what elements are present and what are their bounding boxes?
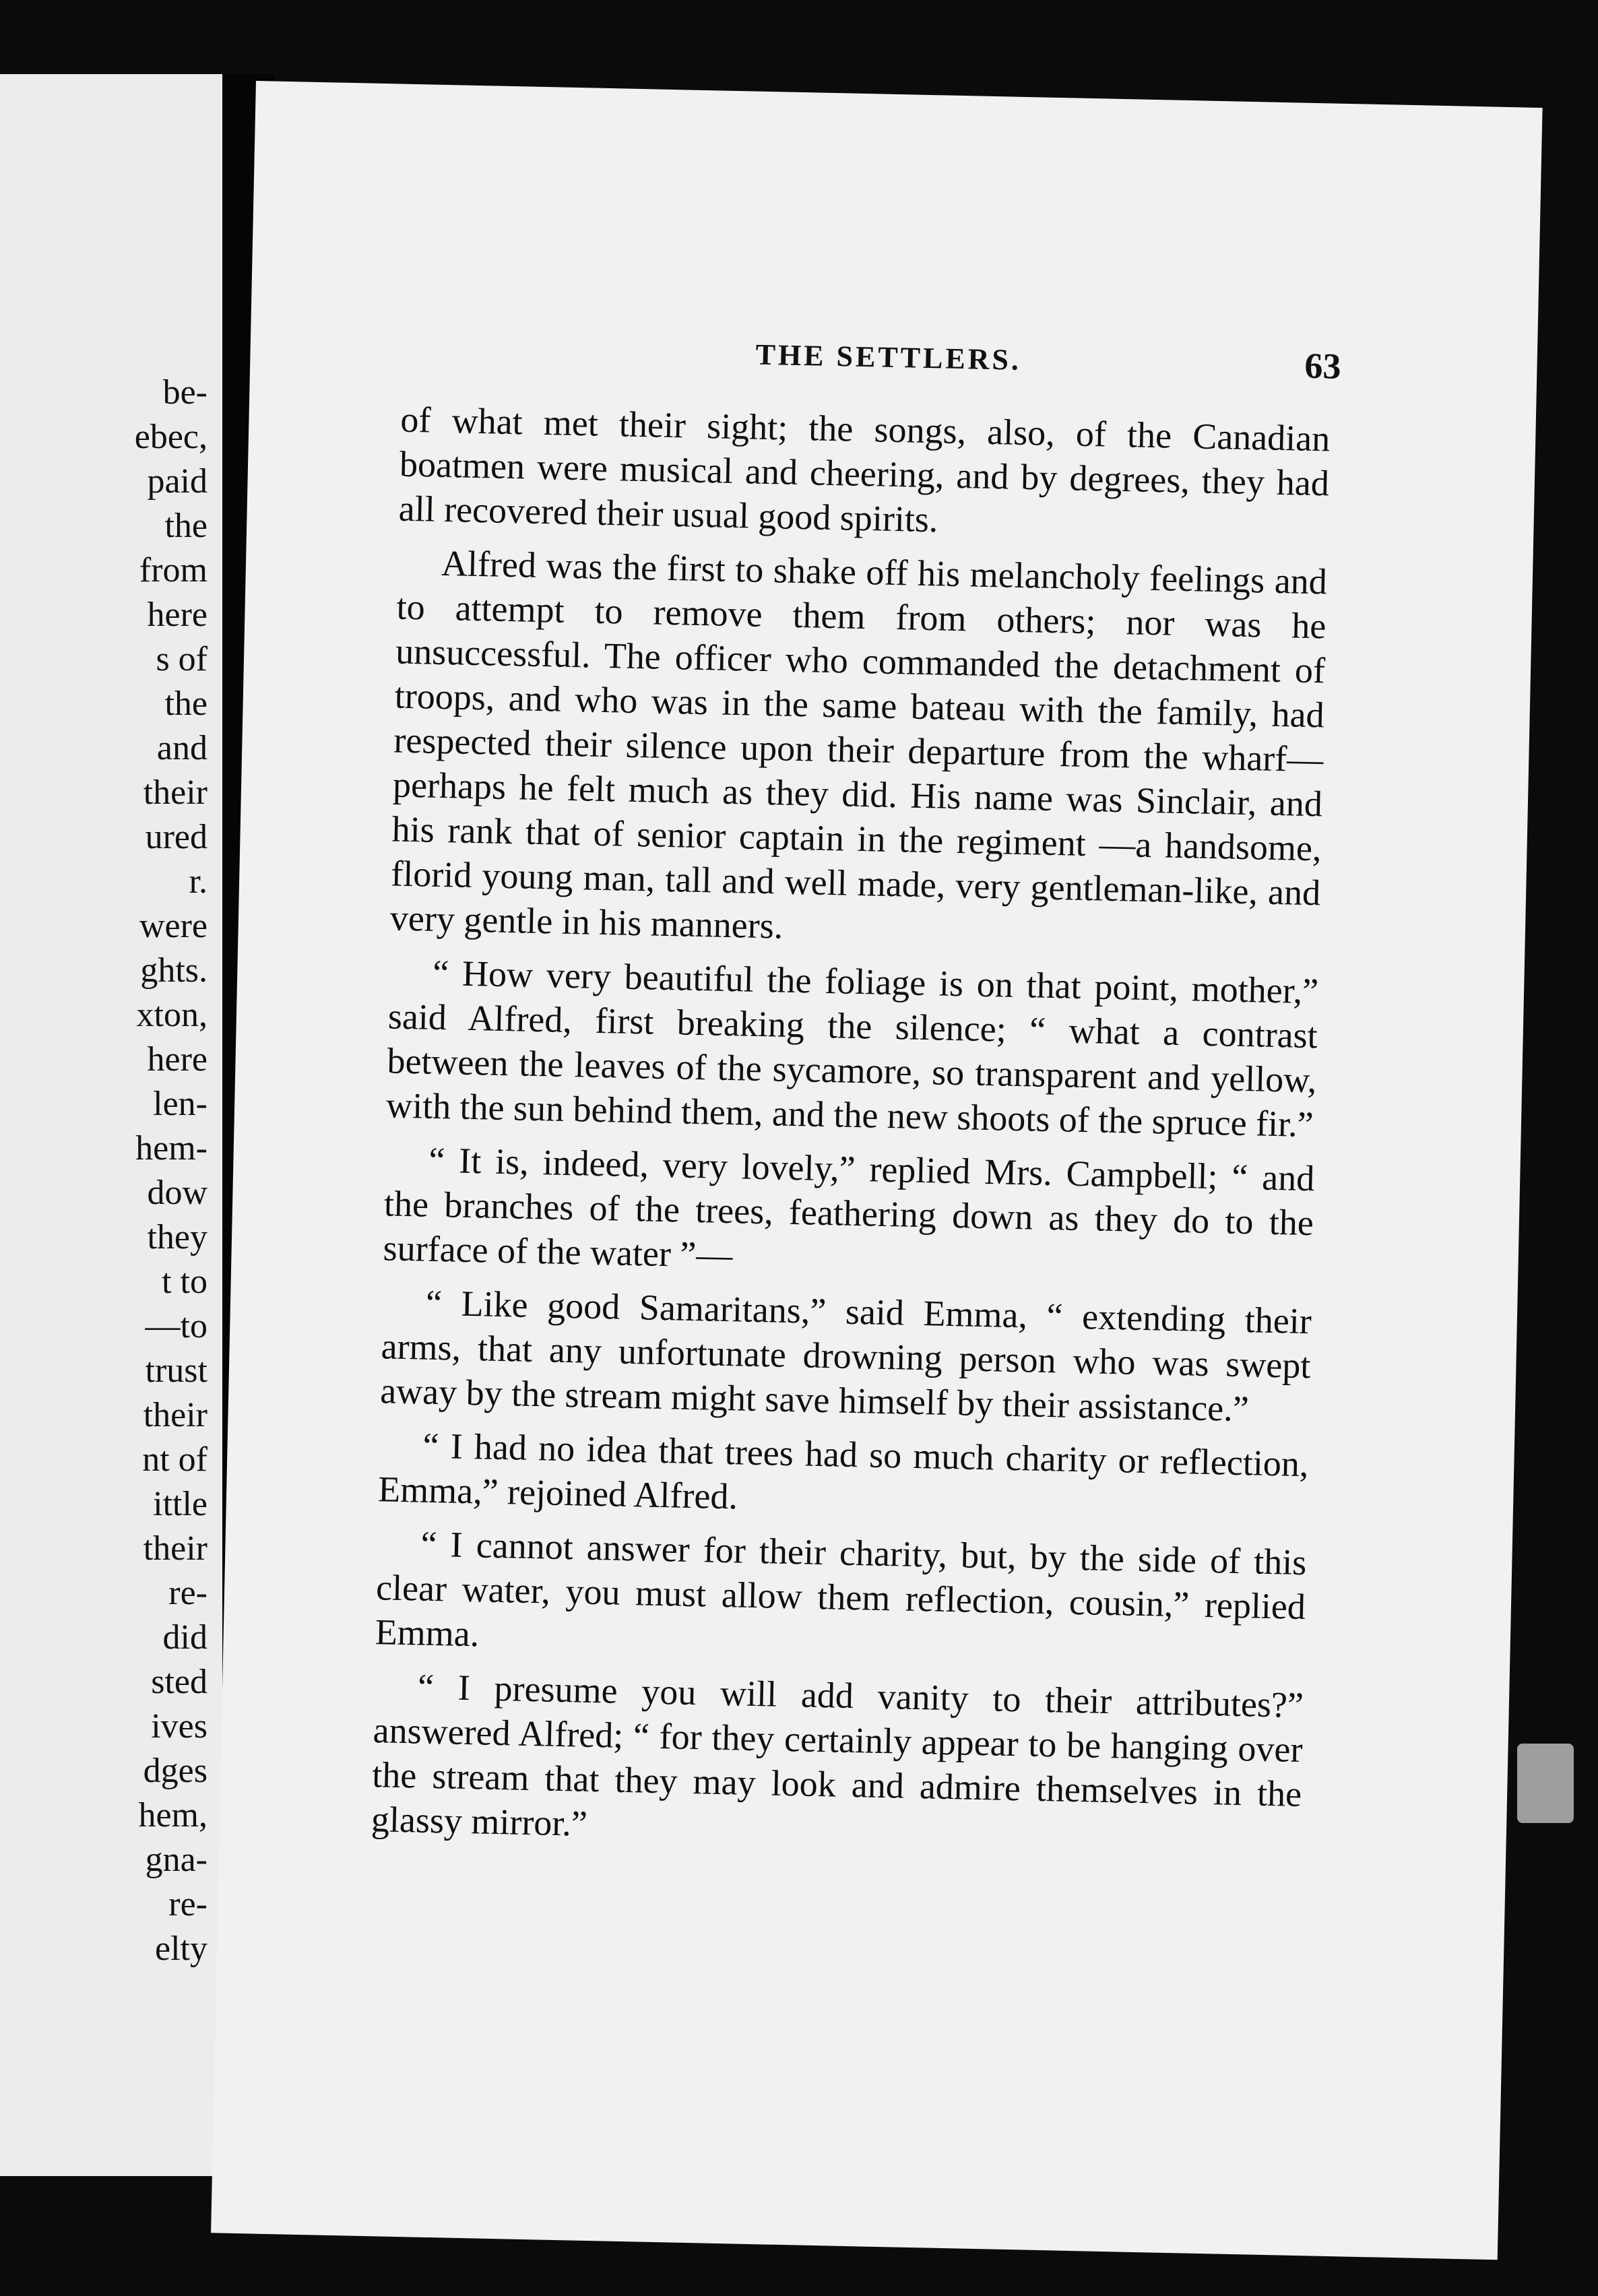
previous-page-line: len-	[153, 1085, 207, 1123]
previous-page-line: —to	[145, 1307, 207, 1345]
paragraph: “ I presume you will add vanity to their attributes?” answered Alfred; “ for they certainly appear to be hanging over the stream that they may look and admire themselves in the glassy mirror.”	[371, 1666, 1304, 1844]
previous-page-line: hem-	[135, 1129, 207, 1168]
previous-page-line: did	[162, 1618, 207, 1657]
book-page	[211, 81, 1542, 2260]
previous-page-line: xton,	[136, 996, 207, 1034]
previous-page-line: dow	[147, 1174, 207, 1212]
previous-page-line: dges	[143, 1752, 207, 1790]
body-text	[371, 397, 1331, 1870]
previous-page-line: ittle	[153, 1485, 207, 1523]
page-header	[250, 327, 1537, 401]
previous-page-line: be-	[162, 373, 207, 412]
previous-page-line: t to	[162, 1263, 207, 1301]
previous-page-line: paid	[147, 462, 207, 501]
previous-page-line: the	[164, 507, 207, 545]
library-stamp	[1517, 1744, 1574, 1823]
paragraph: “ I had no idea that trees had so much charity or reflection, Emma,” rejoined Alfred.	[377, 1425, 1309, 1517]
previous-page-fragment	[0, 74, 222, 2176]
previous-page-line: the	[164, 684, 207, 723]
previous-page-line: here	[147, 596, 207, 634]
previous-page-line: re-	[168, 1574, 207, 1612]
paragraph: Alfred was the first to shake off his melancholy feelings and to attempt to remove them from others; nor was he unsuccessful. The officer who commanded the detachment of troops, and who was in the same bateau with the family, had respected their silence upon their departure from the wharf—perhaps he felt much as they did. His name was Sinclair, and his rank that of senior captain in the regiment —a handsome, florid young man, tall and well made, very gentleman-like, and very gentle in his manners.	[389, 542, 1328, 947]
previous-page-line: s of	[156, 640, 207, 678]
previous-page-line: trust	[145, 1351, 207, 1390]
paragraph: “ How very beautiful the foliage is on that point, mother,” said Alfred, first breaking the silence; “ what a contrast between the leaves of the sycamore, so transparent and yellow, with the sun behind them, and the new shoots of the spruce fir.”	[385, 952, 1319, 1145]
previous-page-line: ghts.	[140, 951, 207, 990]
paragraph: “ It is, indeed, very lovely,” replied Mrs. Campbell; “ and the branches of the trees, feathering down as they do to the surface of the water ”—	[383, 1139, 1315, 1276]
previous-page-line: sted	[151, 1663, 207, 1701]
previous-page-line: elty	[155, 1930, 207, 1968]
previous-page-line: their	[143, 773, 207, 812]
paragraph: “ Like good Samaritans,” said Emma, “ extending their arms, that any unfortunate drowning person who was swept away by the stream might save himself by their assistance.”	[379, 1282, 1312, 1430]
paragraph: “ I cannot answer for their charity, but, by the side of this clear water, you must allow them reflection, cousin,” replied Emma.	[375, 1523, 1307, 1655]
previous-page-line: nt of	[142, 1440, 207, 1479]
previous-page-line: hem,	[138, 1796, 207, 1835]
previous-page-line: ives	[151, 1707, 207, 1746]
previous-page-line: ured	[145, 818, 207, 856]
previous-page-line: from	[139, 551, 207, 589]
previous-page-line: gna-	[145, 1841, 207, 1879]
previous-page-line: they	[147, 1218, 207, 1256]
previous-page-line: r.	[189, 862, 207, 901]
previous-page-line: ebec,	[134, 418, 207, 456]
page-number: 63	[1304, 345, 1342, 387]
paragraph: of what met their sight; the songs, also, of the Canadian boatmen were musical and cheering, and by degrees, they had all recovered their usual good spirits.	[398, 399, 1331, 540]
previous-page-line: were	[139, 907, 207, 945]
previous-page-line: their	[143, 1396, 207, 1434]
previous-page-line: and	[156, 729, 207, 767]
previous-page-line: here	[147, 1040, 207, 1079]
previous-page-line: their	[143, 1529, 207, 1568]
running-title: THE SETTLERS.	[755, 338, 1022, 377]
previous-page-line: re-	[168, 1885, 207, 1923]
